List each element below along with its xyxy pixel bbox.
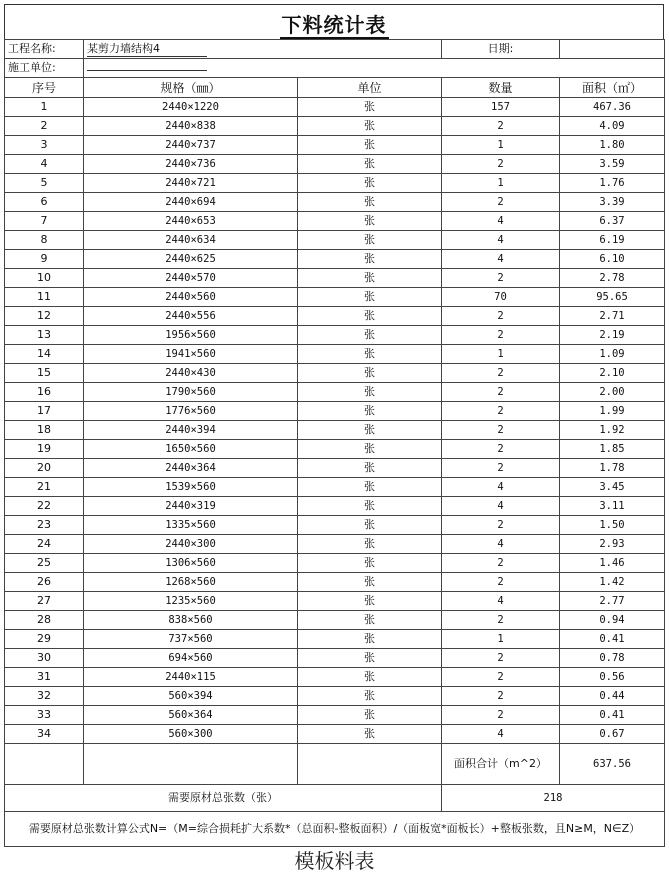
row-area: 6.10 [560, 250, 665, 269]
row-area: 3.11 [560, 497, 665, 516]
table-row [5, 136, 665, 155]
table-row [5, 174, 665, 193]
row-index: 18 [5, 421, 84, 440]
table-row [5, 668, 665, 687]
row-index: 13 [5, 326, 84, 345]
row-spec: 2440×1220 [84, 98, 298, 117]
date-label: 日期: [442, 40, 560, 59]
row-index: 12 [5, 307, 84, 326]
row-index: 2 [5, 117, 84, 136]
row-unit: 张 [298, 725, 442, 744]
row-spec: 2440×838 [84, 117, 298, 136]
table-row [5, 383, 665, 402]
row-unit: 张 [298, 668, 442, 687]
table-row [5, 364, 665, 383]
total-sheets-value: 218 [442, 785, 665, 812]
blank-cell [5, 744, 84, 785]
row-area: 6.19 [560, 231, 665, 250]
table-row [5, 573, 665, 592]
row-spec: 2440×737 [84, 136, 298, 155]
table-row [5, 649, 665, 668]
row-area: 3.59 [560, 155, 665, 174]
row-qty: 2 [442, 611, 560, 630]
blank-cell [298, 744, 442, 785]
row-spec: 560×394 [84, 687, 298, 706]
row-spec: 2440×625 [84, 250, 298, 269]
blank-cell [84, 744, 298, 785]
row-index: 26 [5, 573, 84, 592]
table-row [5, 402, 665, 421]
row-index: 24 [5, 535, 84, 554]
row-qty: 1 [442, 630, 560, 649]
row-unit: 张 [298, 592, 442, 611]
row-qty: 2 [442, 383, 560, 402]
row-qty: 4 [442, 592, 560, 611]
data-rows [5, 98, 665, 744]
row-index: 16 [5, 383, 84, 402]
area-total-row [5, 744, 665, 785]
header-row [5, 78, 665, 98]
row-area: 2.00 [560, 383, 665, 402]
row-area: 1.99 [560, 402, 665, 421]
row-index: 21 [5, 478, 84, 497]
row-qty: 2 [442, 459, 560, 478]
row-area: 467.36 [560, 98, 665, 117]
row-area: 0.94 [560, 611, 665, 630]
row-spec: 1306×560 [84, 554, 298, 573]
row-spec: 1941×560 [84, 345, 298, 364]
row-qty: 2 [442, 573, 560, 592]
col-header-qty: 数量 [442, 78, 560, 98]
builder-value [87, 70, 207, 71]
row-spec: 1539×560 [84, 478, 298, 497]
formula-row [5, 812, 665, 847]
row-qty: 2 [442, 687, 560, 706]
table-row [5, 516, 665, 535]
row-unit: 张 [298, 98, 442, 117]
row-area: 1.92 [560, 421, 665, 440]
row-spec: 2440×560 [84, 288, 298, 307]
row-unit: 张 [298, 649, 442, 668]
row-spec: 2440×556 [84, 307, 298, 326]
row-spec: 2440×721 [84, 174, 298, 193]
row-unit: 张 [298, 383, 442, 402]
row-unit: 张 [298, 288, 442, 307]
row-unit: 张 [298, 459, 442, 478]
row-qty: 2 [442, 117, 560, 136]
row-area: 1.09 [560, 345, 665, 364]
row-index: 11 [5, 288, 84, 307]
row-qty: 2 [442, 307, 560, 326]
area-total-label: 面积合计（m^2） [442, 744, 560, 785]
row-qty: 2 [442, 668, 560, 687]
material-table [4, 39, 665, 847]
builder-value-cell [84, 59, 665, 78]
material-sheet [4, 4, 664, 847]
row-area: 2.10 [560, 364, 665, 383]
row-spec: 2440×570 [84, 269, 298, 288]
title-bar [4, 4, 664, 39]
row-index: 3 [5, 136, 84, 155]
date-value [560, 40, 665, 59]
row-unit: 张 [298, 706, 442, 725]
project-row [5, 40, 665, 59]
table-row [5, 630, 665, 649]
row-index: 27 [5, 592, 84, 611]
table-row [5, 212, 665, 231]
row-index: 7 [5, 212, 84, 231]
table-row [5, 155, 665, 174]
table-row [5, 288, 665, 307]
table-row [5, 269, 665, 288]
row-area: 1.78 [560, 459, 665, 478]
row-area: 6.37 [560, 212, 665, 231]
row-area: 0.44 [560, 687, 665, 706]
row-area: 95.65 [560, 288, 665, 307]
row-qty: 4 [442, 212, 560, 231]
row-unit: 张 [298, 478, 442, 497]
total-sheets-row [5, 785, 665, 812]
row-area: 0.67 [560, 725, 665, 744]
row-qty: 4 [442, 497, 560, 516]
row-qty: 2 [442, 440, 560, 459]
col-header-unit: 单位 [298, 78, 442, 98]
table-row [5, 687, 665, 706]
table-row [5, 326, 665, 345]
row-spec: 2440×364 [84, 459, 298, 478]
row-spec: 2440×694 [84, 193, 298, 212]
row-area: 0.78 [560, 649, 665, 668]
row-index: 15 [5, 364, 84, 383]
row-qty: 2 [442, 706, 560, 725]
row-area: 0.41 [560, 630, 665, 649]
row-spec: 2440×115 [84, 668, 298, 687]
table-row [5, 592, 665, 611]
row-unit: 张 [298, 155, 442, 174]
project-label: 工程名称: [5, 40, 84, 59]
row-unit: 张 [298, 212, 442, 231]
row-index: 30 [5, 649, 84, 668]
row-area: 0.41 [560, 706, 665, 725]
row-index: 19 [5, 440, 84, 459]
row-area: 2.19 [560, 326, 665, 345]
table-row [5, 98, 665, 117]
row-index: 20 [5, 459, 84, 478]
builder-label: 施工单位: [5, 59, 84, 78]
row-qty: 2 [442, 421, 560, 440]
row-qty: 70 [442, 288, 560, 307]
sheet-title: 下料统计表 [281, 13, 387, 37]
row-spec: 1650×560 [84, 440, 298, 459]
row-area: 1.46 [560, 554, 665, 573]
row-area: 2.77 [560, 592, 665, 611]
table-row [5, 478, 665, 497]
table-row [5, 307, 665, 326]
row-spec: 2440×319 [84, 497, 298, 516]
figure-caption: 模板料表 [294, 849, 375, 873]
table-row [5, 345, 665, 364]
project-value-cell [84, 40, 442, 59]
row-unit: 张 [298, 497, 442, 516]
row-qty: 1 [442, 136, 560, 155]
table-row [5, 250, 665, 269]
row-area: 1.50 [560, 516, 665, 535]
row-unit: 张 [298, 231, 442, 250]
row-qty: 2 [442, 649, 560, 668]
row-qty: 4 [442, 478, 560, 497]
row-qty: 2 [442, 516, 560, 535]
row-qty: 1 [442, 345, 560, 364]
row-unit: 张 [298, 687, 442, 706]
row-area: 1.80 [560, 136, 665, 155]
row-unit: 张 [298, 440, 442, 459]
row-spec: 2440×394 [84, 421, 298, 440]
col-header-index: 序号 [5, 78, 84, 98]
row-spec: 1790×560 [84, 383, 298, 402]
row-index: 8 [5, 231, 84, 250]
row-spec: 838×560 [84, 611, 298, 630]
row-unit: 张 [298, 174, 442, 193]
row-unit: 张 [298, 554, 442, 573]
table-row [5, 117, 665, 136]
area-total-value: 637.56 [560, 744, 665, 785]
row-index: 5 [5, 174, 84, 193]
row-qty: 4 [442, 231, 560, 250]
row-spec: 1956×560 [84, 326, 298, 345]
row-spec: 560×300 [84, 725, 298, 744]
row-spec: 2440×653 [84, 212, 298, 231]
row-spec: 2440×430 [84, 364, 298, 383]
row-area: 2.93 [560, 535, 665, 554]
row-unit: 张 [298, 630, 442, 649]
row-index: 28 [5, 611, 84, 630]
row-spec: 1335×560 [84, 516, 298, 535]
row-unit: 张 [298, 269, 442, 288]
table-row [5, 725, 665, 744]
row-unit: 张 [298, 535, 442, 554]
table-row [5, 459, 665, 478]
row-index: 9 [5, 250, 84, 269]
row-qty: 2 [442, 364, 560, 383]
row-spec: 2440×736 [84, 155, 298, 174]
table-row [5, 231, 665, 250]
row-spec: 737×560 [84, 630, 298, 649]
row-unit: 张 [298, 307, 442, 326]
row-unit: 张 [298, 117, 442, 136]
row-unit: 张 [298, 326, 442, 345]
row-qty: 157 [442, 98, 560, 117]
row-unit: 张 [298, 402, 442, 421]
row-index: 14 [5, 345, 84, 364]
col-header-spec: 规格（㎜） [84, 78, 298, 98]
row-index: 32 [5, 687, 84, 706]
row-unit: 张 [298, 573, 442, 592]
row-spec: 694×560 [84, 649, 298, 668]
row-spec: 1776×560 [84, 402, 298, 421]
row-area: 2.78 [560, 269, 665, 288]
formula-text: 需要原材总张数计算公式N=（M=综合损耗扩大系数*（总面积-整板面积）/（面板宽*面板长）+整板张数，且N≥M，N∈Z） [5, 812, 665, 847]
row-unit: 张 [298, 364, 442, 383]
row-unit: 张 [298, 611, 442, 630]
row-area: 3.45 [560, 478, 665, 497]
row-spec: 1235×560 [84, 592, 298, 611]
row-area: 1.85 [560, 440, 665, 459]
row-qty: 2 [442, 155, 560, 174]
row-index: 34 [5, 725, 84, 744]
table-row [5, 193, 665, 212]
row-spec: 2440×300 [84, 535, 298, 554]
row-qty: 2 [442, 402, 560, 421]
row-index: 33 [5, 706, 84, 725]
row-index: 10 [5, 269, 84, 288]
row-qty: 4 [442, 725, 560, 744]
row-unit: 张 [298, 345, 442, 364]
row-qty: 2 [442, 193, 560, 212]
row-area: 3.39 [560, 193, 665, 212]
row-unit: 张 [298, 250, 442, 269]
row-index: 1 [5, 98, 84, 117]
row-area: 0.56 [560, 668, 665, 687]
table-row [5, 554, 665, 573]
row-area: 1.76 [560, 174, 665, 193]
row-qty: 1 [442, 174, 560, 193]
row-qty: 4 [442, 250, 560, 269]
row-area: 4.09 [560, 117, 665, 136]
row-qty: 2 [442, 326, 560, 345]
total-sheets-label: 需要原材总张数（张） [5, 785, 442, 812]
row-index: 31 [5, 668, 84, 687]
row-index: 29 [5, 630, 84, 649]
row-index: 4 [5, 155, 84, 174]
row-area: 2.71 [560, 307, 665, 326]
table-row [5, 611, 665, 630]
row-index: 23 [5, 516, 84, 535]
row-index: 6 [5, 193, 84, 212]
project-value: 某剪力墙结构4 [87, 42, 207, 57]
table-row [5, 421, 665, 440]
table-row [5, 535, 665, 554]
row-index: 25 [5, 554, 84, 573]
row-unit: 张 [298, 193, 442, 212]
row-spec: 560×364 [84, 706, 298, 725]
row-qty: 2 [442, 269, 560, 288]
row-index: 17 [5, 402, 84, 421]
table-row [5, 706, 665, 725]
row-qty: 2 [442, 554, 560, 573]
row-unit: 张 [298, 516, 442, 535]
row-area: 1.42 [560, 573, 665, 592]
row-spec: 2440×634 [84, 231, 298, 250]
row-qty: 4 [442, 535, 560, 554]
col-header-area: 面积（㎡） [560, 78, 665, 98]
row-unit: 张 [298, 421, 442, 440]
row-index: 22 [5, 497, 84, 516]
builder-row [5, 59, 665, 78]
row-spec: 1268×560 [84, 573, 298, 592]
row-unit: 张 [298, 136, 442, 155]
table-row [5, 440, 665, 459]
table-row [5, 497, 665, 516]
